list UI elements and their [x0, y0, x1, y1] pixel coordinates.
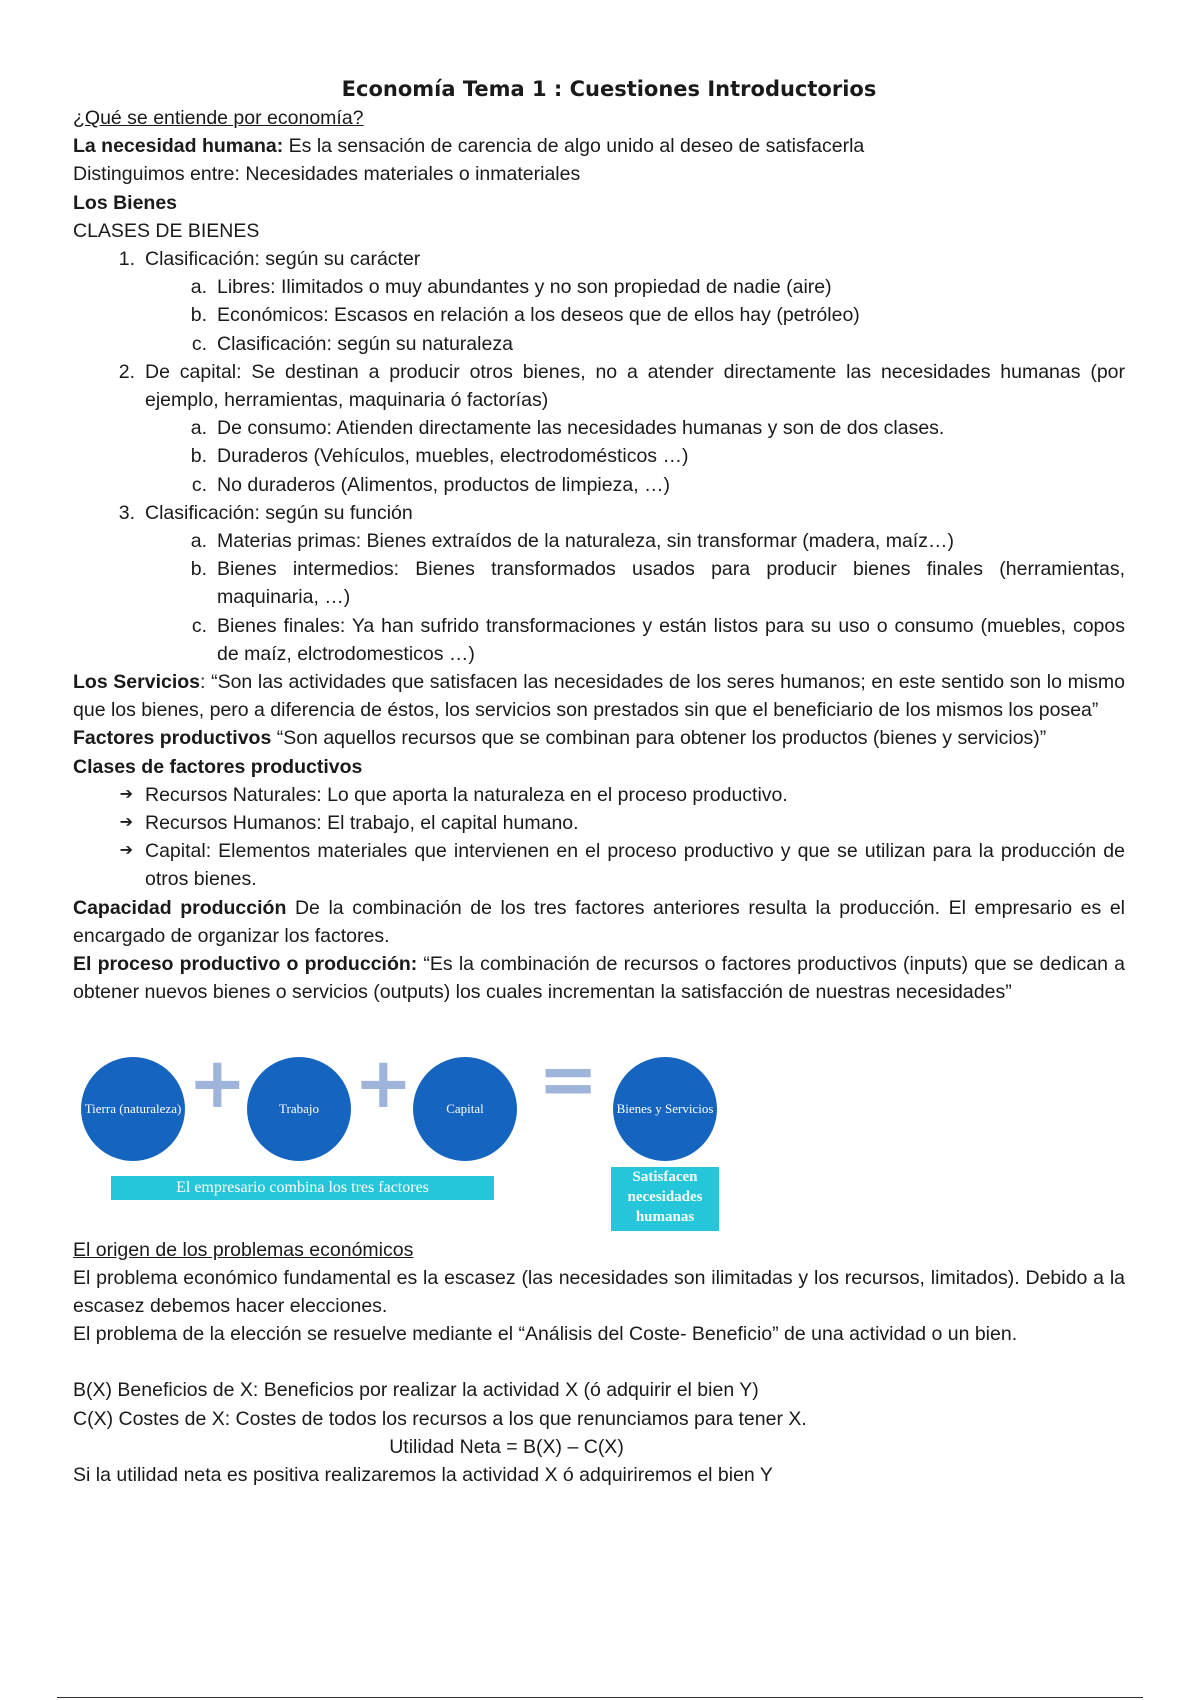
- sub-list-item: a. De consumo: Atienden directamente las necesidades humanas y son de dos clases.: [190, 417, 945, 440]
- arrow-item: ➔ Recursos Naturales: Lo que aporta la naturaleza en el proceso productivo.: [73, 781, 1125, 809]
- list-item: 3. Clasificación: según su función: [118, 501, 413, 524]
- capacidad-paragraph: Capacidad producción De la combinación de los tres factores anteriores resulta la producción. El empresario es el encargado de organizar los factores.: [73, 896, 1125, 947]
- formula-line: Utilidad Neta = B(X) – C(X): [389, 1435, 624, 1458]
- origen-paragraph-2: El problema de la elección se resuelve mediante el “Análisis del Coste- Beneficio” de una actividad o un bien.: [73, 1323, 1018, 1346]
- page-title: Economía Tema 1 : Cuestiones Introductorios: [341, 77, 877, 101]
- blank-line: [73, 1348, 1125, 1376]
- capital-circle: Capital: [413, 1057, 517, 1161]
- bienes-heading: Los Bienes: [73, 191, 178, 214]
- sub-list-item: b. Bienes intermedios: Bienes transformados usados para producir bienes finales (herramientas, maquinaria, …): [190, 558, 1125, 609]
- satisfacen-box: Satisfacen necesidades humanas: [611, 1167, 719, 1231]
- necesidad-paragraph: [73, 132, 1125, 160]
- document-page: [73, 74, 1125, 1489]
- sub-list-item: a. Materias primas: Bienes extraídos de la naturaleza, sin transformar (madera, maíz…): [190, 530, 954, 553]
- arrow-icon: ➔: [119, 814, 133, 832]
- equals-icon: =: [538, 1036, 599, 1121]
- sub-list-item: c. Bienes finales: Ya han sufrido transformaciones y están listos para su uso o consumo (muebles, copos de maíz, elctrodomesticos …): [191, 614, 1125, 665]
- production-diagram: [73, 1017, 773, 1232]
- tierra-circle: Tierra (naturaleza): [81, 1057, 185, 1161]
- bienes-list: [73, 245, 1125, 668]
- sub-list-item: b. Duraderos (Vehículos, muebles, electrodomésticos …): [190, 445, 689, 468]
- origen-paragraph-1: El problema económico fundamental es la escasez (las necesidades son ilimitadas y los recursos, limitados). Debido a la escasez debemos hacer elecciones.: [73, 1266, 1125, 1317]
- empresario-box: El empresario combina los tres factores: [111, 1176, 494, 1200]
- bienes-circle: Bienes y Servicios: [613, 1057, 717, 1161]
- arrow-icon: ➔: [119, 842, 133, 860]
- question-heading: ¿Qué se entiende por economía?: [73, 107, 364, 129]
- sub-list-item: b. Económicos: Escasos en relación a los deseos que de ellos hay (petróleo): [190, 304, 860, 327]
- origen-heading: El origen de los problemas económicos: [73, 1238, 414, 1261]
- clases-factores-heading: Clases de factores productivos: [73, 755, 363, 778]
- arrow-item: ➔ Recursos Humanos: El trabajo, el capital humano.: [73, 809, 1125, 837]
- necesidad-label: La necesidad humana:: [73, 135, 284, 158]
- plus-icon: +: [354, 1041, 413, 1124]
- arrow-icon: ➔: [119, 785, 133, 803]
- page-footer-divider: [57, 1697, 1143, 1698]
- costes-line: C(X) Costes de X: Costes de todos los recursos a los que renunciamos para tener X.: [73, 1407, 807, 1430]
- conclusion-line: Si la utilidad neta es positiva realizaremos la actividad X ó adquiriremos el bien Y: [73, 1463, 773, 1486]
- plus-icon: +: [188, 1041, 247, 1124]
- list-item: 2. De capital: Se destinan a producir otros bienes, no a atender directamente las necesidades humanas (por ejemplo, herramientas, maquinaria ó factorías): [118, 360, 1125, 412]
- beneficios-line: B(X) Beneficios de X: Beneficios por realizar la actividad X (ó adquirir el bien Y): [73, 1379, 759, 1402]
- clases-bienes-heading: CLASES DE BIENES: [73, 219, 260, 242]
- list-item: 1. Clasificación: según su carácter: [118, 248, 421, 271]
- sub-list-item: c. Clasificación: según su naturaleza: [191, 332, 513, 355]
- sub-list-item: a. Libres: Ilimitados o muy abundantes y no son propiedad de nadie (aire): [190, 276, 832, 299]
- sub-list-item: c. No duraderos (Alimentos, productos de limpieza, …): [191, 473, 671, 496]
- factores-list: [73, 781, 1125, 894]
- arrow-item: ➔ Capital: Elementos materiales que intervienen en el proceso productivo y que se utilizan para la producción de otros bienes.: [73, 837, 1125, 893]
- distinguimos-line: Distinguimos entre: Necesidades materiales o inmateriales: [73, 163, 581, 186]
- factores-paragraph: Factores productivos “Son aquellos recursos que se combinan para obtener los productos (bienes y servicios)”: [73, 727, 1047, 750]
- servicios-paragraph: Los Servicios: “Son las actividades que satisfacen las necesidades de los seres humanos; en este sentido son lo mismo que los bienes, pero a diferencia de éstos, los servicios son prestados sin que el beneficiario de los mismos los posea”: [73, 671, 1125, 722]
- trabajo-circle: Trabajo: [247, 1057, 351, 1161]
- proceso-paragraph: El proceso productivo o producción: “Es la combinación de recursos o factores productivos (inputs) que se dedican a obtener nuevos bienes o servicios (outputs) los cuales incrementan la satisfacción de nuestras necesidades”: [73, 953, 1125, 1004]
- necesidad-text: Es la sensación de carencia de algo unido al deseo de satisfacerla: [283, 135, 865, 158]
